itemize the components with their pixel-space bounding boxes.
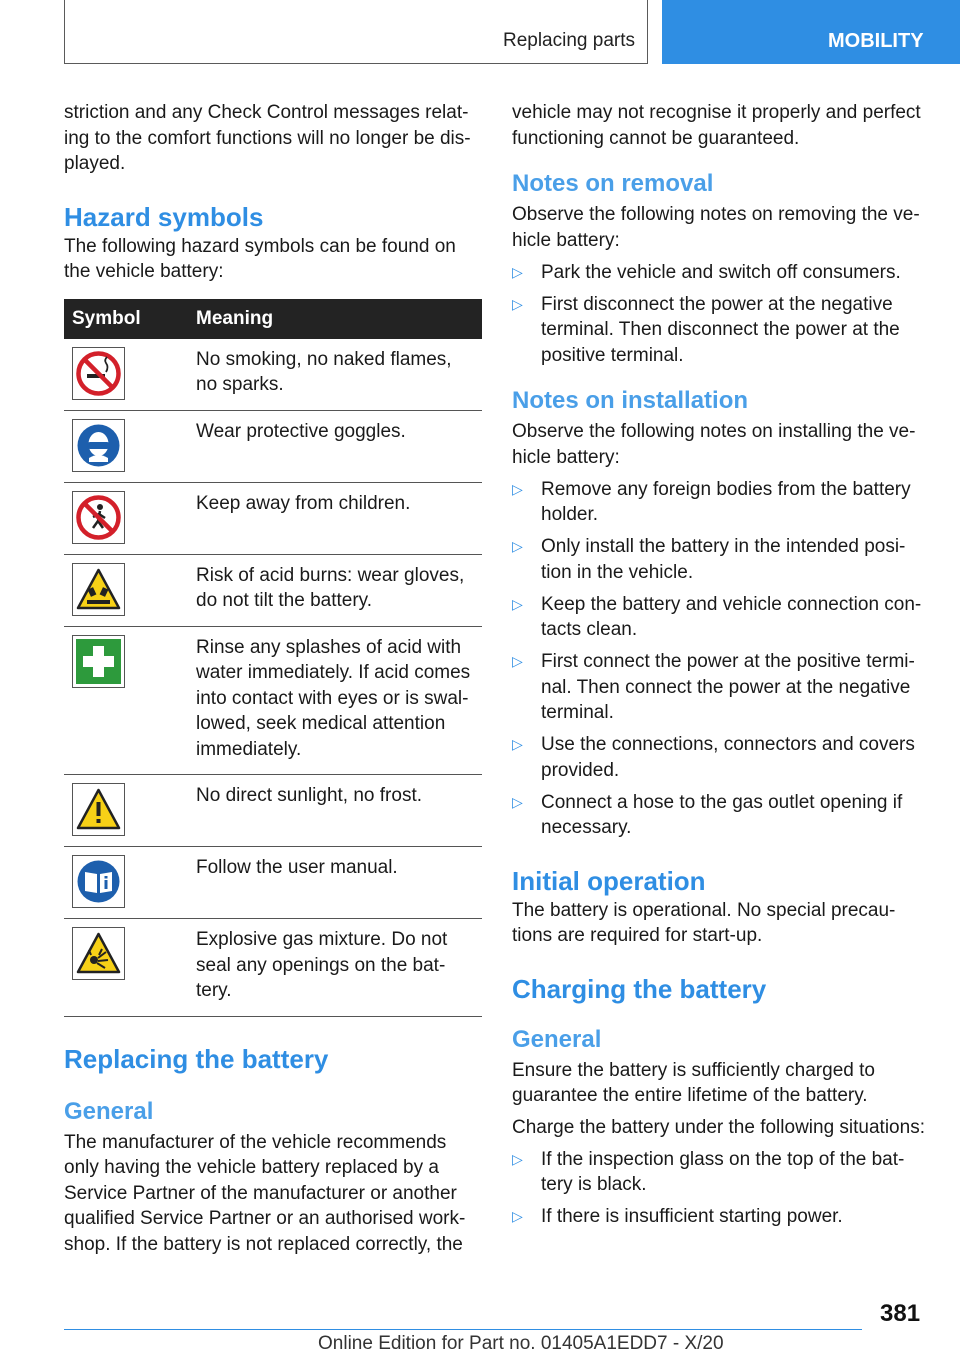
hazard-meaning: Risk of acid burns: wear gloves, do not tilt the battery. (196, 554, 482, 626)
hazard-meaning: Keep away from children. (196, 482, 482, 554)
general-warning-icon (72, 783, 125, 836)
footer-divider (64, 1329, 862, 1330)
page-number: 381 (880, 1300, 921, 1327)
right-column (512, 100, 932, 1230)
table-row (64, 775, 482, 847)
bullet-triangle-icon: ▷ (512, 295, 523, 312)
charging-situations-text: Charge the battery under the following situations: (512, 1116, 925, 1138)
table-row (64, 482, 482, 554)
general-heading: General (64, 1097, 154, 1125)
list-item: ▷ If there is insufficient starting power. (512, 1204, 932, 1230)
acid-burn-warning-icon (72, 563, 125, 616)
installation-list (512, 477, 932, 841)
table-row (64, 847, 482, 919)
list-item: ▷ Use the connections, connectors and covers provided. (512, 734, 915, 781)
list-item: ▷ Remove any foreign bodies from the battery holder. (512, 478, 911, 525)
hazard-meaning: Wear protective goggles. (196, 410, 482, 482)
list-item: ▷ Only install the battery in the intended posi-tion in the vehicle. (512, 536, 906, 583)
footer-edition: Online Edition for Part no. 01405A1EDD7 - X/20 (318, 1333, 724, 1354)
hazard-meaning: Explosive gas mixture. Do not seal any openings on the bat-tery. (196, 919, 482, 1017)
list-item: ▷ First disconnect the power at the negative terminal. Then disconnect the power at the positive terminal. (512, 293, 900, 366)
continued-text: vehicle may not recognise it properly and perfect functioning cannot be guaranteed. (512, 102, 921, 149)
eye-protection-icon (72, 419, 125, 472)
bullet-triangle-icon: ▷ (512, 538, 523, 554)
no-children-icon (72, 491, 125, 544)
hazard-symbols-table (64, 299, 482, 1017)
bullet-triangle-icon: ▷ (512, 1208, 523, 1224)
table-row (64, 410, 482, 482)
bullet-triangle-icon: ▷ (512, 595, 523, 612)
charging-list (512, 1147, 932, 1230)
bullet-triangle-icon: ▷ (512, 480, 523, 497)
replacing-battery-heading: Replacing the battery (64, 1043, 329, 1074)
section-title: Replacing parts (502, 30, 635, 51)
table-row (64, 919, 482, 1017)
hazard-meaning: No direct sunlight, no frost. (196, 775, 482, 847)
bullet-triangle-icon: ▷ (512, 736, 523, 752)
removal-heading: Notes on removal (512, 170, 714, 197)
list-item: ▷ Keep the battery and vehicle connection con-tacts clean. (512, 593, 922, 640)
charging-battery-heading: Charging the battery (512, 973, 767, 1004)
explosive-warning-icon (72, 927, 125, 980)
column-header-symbol: Symbol (64, 299, 196, 339)
column-header-meaning: Meaning (196, 299, 482, 339)
installation-intro: Observe the following notes on installing the ve-hicle battery: (512, 421, 916, 468)
bullet-triangle-icon: ▷ (512, 1150, 523, 1167)
initial-operation-text: The battery is operational. No special precau-tions are required for start-up. (512, 899, 896, 946)
table-row (64, 626, 482, 775)
bullet-triangle-icon: ▷ (512, 793, 523, 810)
read-manual-icon (72, 855, 125, 908)
charging-general-heading: General (512, 1025, 602, 1053)
hazard-symbols-heading: Hazard symbols (64, 201, 264, 232)
general-text: The manufacturer of the vehicle recommends only having the vehicle battery replaced by a Service Partner of the manufacturer or another qualified Service Partner or an authorised work-shop. If the battery is not replaced correctly, the (64, 1131, 466, 1255)
table-row (64, 554, 482, 626)
table-row (64, 339, 482, 411)
installation-heading: Notes on installation (512, 387, 749, 414)
hazard-meaning: No smoking, no naked flames, no sparks. (196, 339, 482, 411)
no-smoking-icon (72, 347, 125, 400)
list-item: ▷ Connect a hose to the gas outlet opening if necessary. (512, 791, 903, 838)
list-item: ▷ Park the vehicle and switch off consumers. (512, 260, 932, 286)
first-aid-icon (72, 635, 125, 688)
removal-list (512, 260, 932, 369)
intro-text: striction and any Check Control messages relat-ing to the comfort functions will no longer be dis-played. (64, 102, 471, 174)
list-item: ▷ If the inspection glass on the top of the bat-tery is black. (512, 1148, 905, 1195)
bullet-triangle-icon: ▷ (512, 263, 523, 280)
removal-intro: Observe the following notes on removing the ve-hicle battery: (512, 204, 920, 251)
hazard-meaning: Follow the user manual. (196, 847, 482, 919)
bullet-triangle-icon: ▷ (512, 653, 523, 669)
left-column (64, 100, 482, 1257)
initial-operation-heading: Initial operation (512, 865, 706, 896)
chapter-tab[interactable]: MOBILITY (662, 0, 960, 64)
charging-text: Ensure the battery is sufficiently charged to guarantee the entire lifetime of the battery. (512, 1059, 875, 1106)
hazard-meaning: Rinse any splashes of acid with water immediately. If acid comes into contact with eyes or is swal-lowed, seek medical attention immediately. (196, 626, 482, 775)
list-item: ▷ First connect the power at the positive termi-nal. Then connect the power at the negative terminal. (512, 651, 915, 723)
hazard-intro-text: The following hazard symbols can be found on the vehicle battery: (64, 235, 456, 282)
